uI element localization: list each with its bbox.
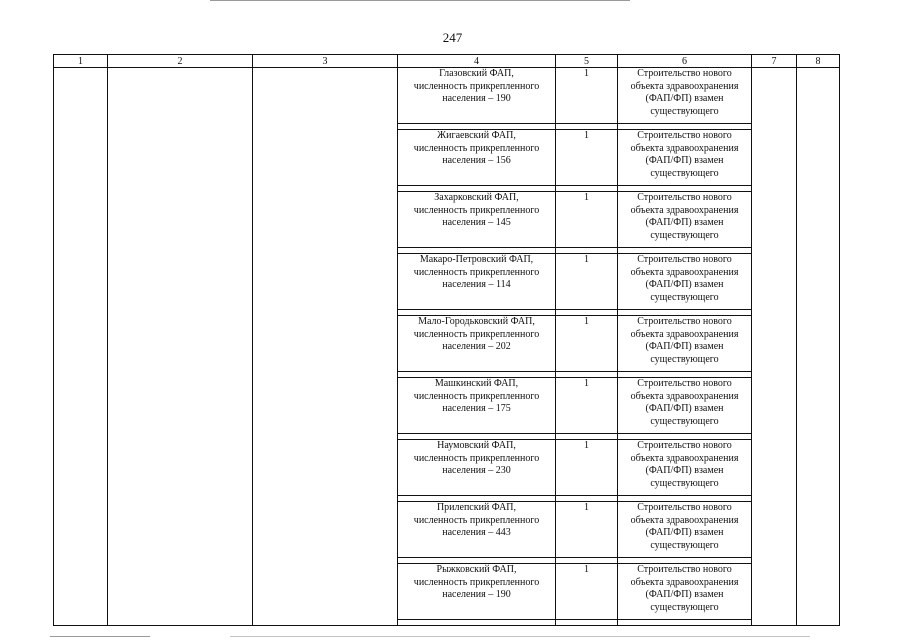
cell-line: существующего [650,167,719,179]
cell-line: существующего [650,601,719,613]
cell-line: 1 [584,440,589,451]
facility-cell [398,378,556,434]
document-table [53,54,840,626]
cell-line: Строительство нового [637,378,732,389]
cell-line: 1 [584,192,589,203]
cell-line: Строительство нового [637,316,732,327]
page-number: 247 [442,30,463,45]
facility-cell [398,130,556,186]
cell-line: населения – 190 [442,589,511,600]
cell-line: численность прикрепленного [413,328,540,340]
gap-cell [398,620,556,626]
cell-line: Строительство нового [637,68,732,79]
gap-cell [556,620,618,626]
quantity-cell [556,378,618,434]
cell-line: объекта здравоохранения [630,576,739,588]
facility-cell [398,192,556,248]
cell-line: объекта здравоохранения [630,266,739,278]
cell-line: 1 [584,316,589,327]
action-cell [618,564,752,620]
cell-line: 1 [584,564,589,575]
header-row [54,55,840,68]
cell-line: существующего [650,229,719,241]
cell-line: существующего [650,353,719,365]
cell-line: (ФАП/ФП) взамен [645,93,724,104]
cell-line: объекта здравоохранения [630,328,739,340]
gap-cell [618,620,752,626]
action-cell [618,316,752,372]
action-cell [618,502,752,558]
cell-line: существующего [650,415,719,427]
cell-line: населения – 175 [442,403,511,414]
scan-artifact-top [210,0,630,1]
cell-line: (ФАП/ФП) взамен [645,403,724,414]
column-header: 1 [54,55,108,68]
quantity-cell [556,564,618,620]
cell-line: Строительство нового [637,254,732,265]
column-header: 5 [556,55,618,68]
column-1-cell [54,68,108,626]
cell-line: населения – 230 [442,465,511,476]
column-7-cell [752,68,797,626]
cell-line: Строительство нового [637,192,732,203]
facility-cell [398,564,556,620]
action-cell [618,192,752,248]
cell-line: населения – 202 [442,341,511,352]
quantity-cell [556,192,618,248]
action-cell [618,68,752,124]
cell-line: 1 [584,68,589,79]
cell-line: Строительство нового [637,502,732,513]
cell-line: численность прикрепленного [413,390,540,402]
cell-line: Строительство нового [637,440,732,451]
cell-line: 1 [584,502,589,513]
facility-cell [398,440,556,496]
action-cell [618,378,752,434]
cell-line: Прилепский ФАП, [436,502,517,513]
facility-cell [398,502,556,558]
cell-line: объекта здравоохранения [630,204,739,216]
cell-line: населения – 190 [442,93,511,104]
cell-line: численность прикрепленного [413,452,540,464]
facility-cell [398,254,556,310]
cell-line: (ФАП/ФП) взамен [645,589,724,600]
cell-line: численность прикрепленного [413,514,540,526]
cell-line: 1 [584,130,589,141]
column-header: 3 [253,55,398,68]
column-3-cell [253,68,398,626]
scan-artifact-bottom [50,636,150,637]
column-8-cell [797,68,840,626]
table-row [54,68,840,124]
cell-line: существующего [650,105,719,117]
cell-line: населения – 145 [442,217,511,228]
column-header: 7 [752,55,797,68]
cell-line: объекта здравоохранения [630,452,739,464]
column-2-cell [108,68,253,626]
cell-line: (ФАП/ФП) взамен [645,341,724,352]
cell-line: (ФАП/ФП) взамен [645,527,724,538]
cell-line: населения – 114 [442,279,511,290]
quantity-cell [556,254,618,310]
cell-line: численность прикрепленного [413,80,540,92]
cell-line: населения – 443 [442,527,511,538]
cell-line: Макаро-Петровский ФАП, [419,254,534,265]
cell-line: населения – 156 [442,155,511,166]
column-header: 2 [108,55,253,68]
quantity-cell [556,502,618,558]
scan-artifact-bottom [230,636,810,637]
cell-line: существующего [650,477,719,489]
quantity-cell [556,130,618,186]
cell-line: (ФАП/ФП) взамен [645,279,724,290]
cell-line: Мало-Городьковский ФАП, [418,316,535,327]
cell-line: численность прикрепленного [413,204,540,216]
cell-line: (ФАП/ФП) взамен [645,155,724,166]
cell-line: (ФАП/ФП) взамен [645,217,724,228]
cell-line: численность прикрепленного [413,266,540,278]
cell-line: (ФАП/ФП) взамен [645,465,724,476]
facility-cell [398,68,556,124]
facility-cell [398,316,556,372]
cell-line: численность прикрепленного [413,576,540,588]
cell-line: Строительство нового [637,130,732,141]
action-cell [618,130,752,186]
column-header: 6 [618,55,752,68]
quantity-cell [556,440,618,496]
cell-line: численность прикрепленного [413,142,540,154]
cell-line: объекта здравоохранения [630,80,739,92]
cell-line: объекта здравоохранения [630,142,739,154]
cell-line: Машкинский ФАП, [434,378,519,389]
column-header: 4 [398,55,556,68]
cell-line: Глазовский ФАП, [439,68,514,79]
cell-line: объекта здравоохранения [630,390,739,402]
cell-line: объекта здравоохранения [630,514,739,526]
quantity-cell [556,68,618,124]
cell-line: Строительство нового [637,564,732,575]
cell-line: существующего [650,539,719,551]
cell-line: Жигаевский ФАП, [437,130,516,141]
cell-line: существующего [650,291,719,303]
cell-line: Рыжковский ФАП, [436,564,517,575]
action-cell [618,254,752,310]
cell-line: 1 [584,254,589,265]
quantity-cell [556,316,618,372]
cell-line: Наумовский ФАП, [437,440,516,451]
cell-line: 1 [584,378,589,389]
column-header: 8 [797,55,840,68]
action-cell [618,440,752,496]
cell-line: Захарковский ФАП, [434,192,519,203]
